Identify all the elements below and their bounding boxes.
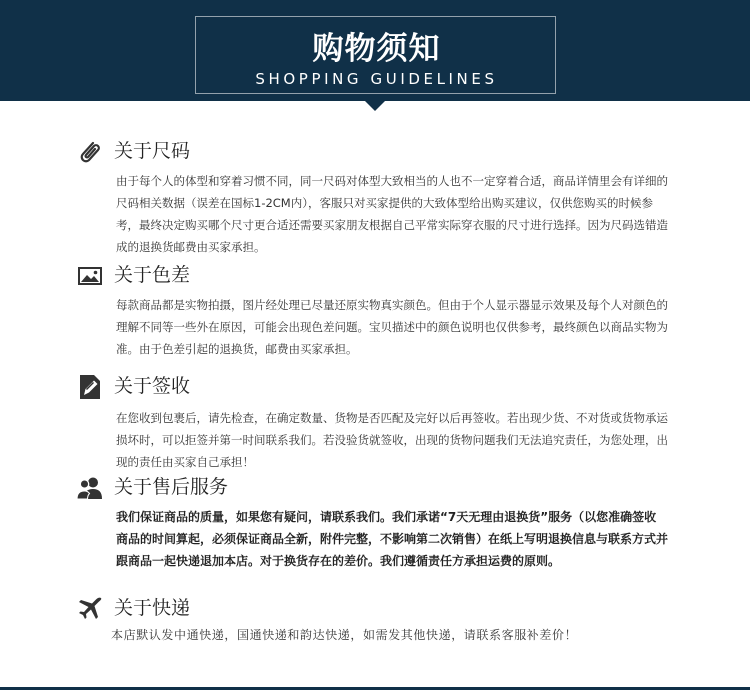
section-after-sales — [76, 474, 676, 572]
section-body: 由于每个人的体型和穿着习惯不同，同一尺码对体型大致相当的人也不一定穿着合适，商品详情里会有详细的尺码相关数据（误差在国标1-2CM内），客服只对买家提供的大致体型给出购买建议，仅供您购买的时候参考，最终决定购买哪个尺寸更合适还需要买家朋友根据自己平常实际穿衣服的尺寸进行选择。因为尺码选错造成的退换货邮费由买家承担。 — [116, 174, 668, 254]
banner-pointer — [364, 100, 386, 111]
users-icon — [76, 474, 104, 502]
section-title: 关于尺码 — [114, 140, 191, 162]
section-body: 我们保证商品的质量，如果您有疑问，请联系我们。我们承诺“7天无理由退换货”服务（以您准确签收商品的时间算起，必须保证商品全新，附件完整，不影响第二次销售）在纸上写明退换信息与联系方式并跟商品一起快递退加本店。对于换货存在的差价。我们遵循责任方承担运费的原则。 — [116, 510, 669, 568]
header-banner — [0, 0, 750, 101]
section-title: 关于签收 — [114, 375, 191, 397]
section-body: 本店默认发中通快递，国通快递和韵达快递，如需发其他快递，请联系客服补差价！ — [111, 628, 578, 642]
section-title: 关于色差 — [114, 264, 191, 286]
section-title: 关于快递 — [114, 597, 191, 619]
section-header — [76, 474, 676, 502]
picture-icon — [76, 262, 104, 290]
page-subtitle: SHOPPING GUIDELINES — [255, 70, 498, 88]
section-shipping — [76, 595, 676, 646]
section-body: 每款商品都是实物拍摄，图片经处理已尽量还原实物真实颜色。但由于个人显示器显示效果及每个人对颜色的理解不同等一些外在原因，可能会出现色差问题。宝贝描述中的颜色说明也仅供参考，最终颜色以商品实物为准。由于色差引起的退换货，邮费由买家承担。 — [116, 298, 668, 356]
section-signing — [76, 373, 676, 473]
section-header — [76, 262, 676, 290]
section-header — [76, 595, 676, 623]
section-color — [76, 262, 676, 360]
airplane-icon — [76, 595, 104, 623]
section-header — [76, 373, 676, 401]
title-frame — [195, 16, 556, 94]
section-title: 关于售后服务 — [114, 476, 229, 498]
section-body: 在您收到包裹后，请先检查，在确定数量、货物是否匹配及完好以后再签收。若出现少货、不对货或货物承运损坏时，可以拒签并第一时间联系我们。若没验货就签收，出现的货物问题我们无法追究责任，为您处理，出现的责任由买家自己承担！ — [116, 411, 668, 469]
sign-pen-icon — [76, 373, 104, 401]
page-title: 购物须知 — [312, 31, 441, 67]
section-size — [76, 138, 676, 258]
paperclip-icon — [76, 138, 104, 166]
section-header — [76, 138, 676, 166]
